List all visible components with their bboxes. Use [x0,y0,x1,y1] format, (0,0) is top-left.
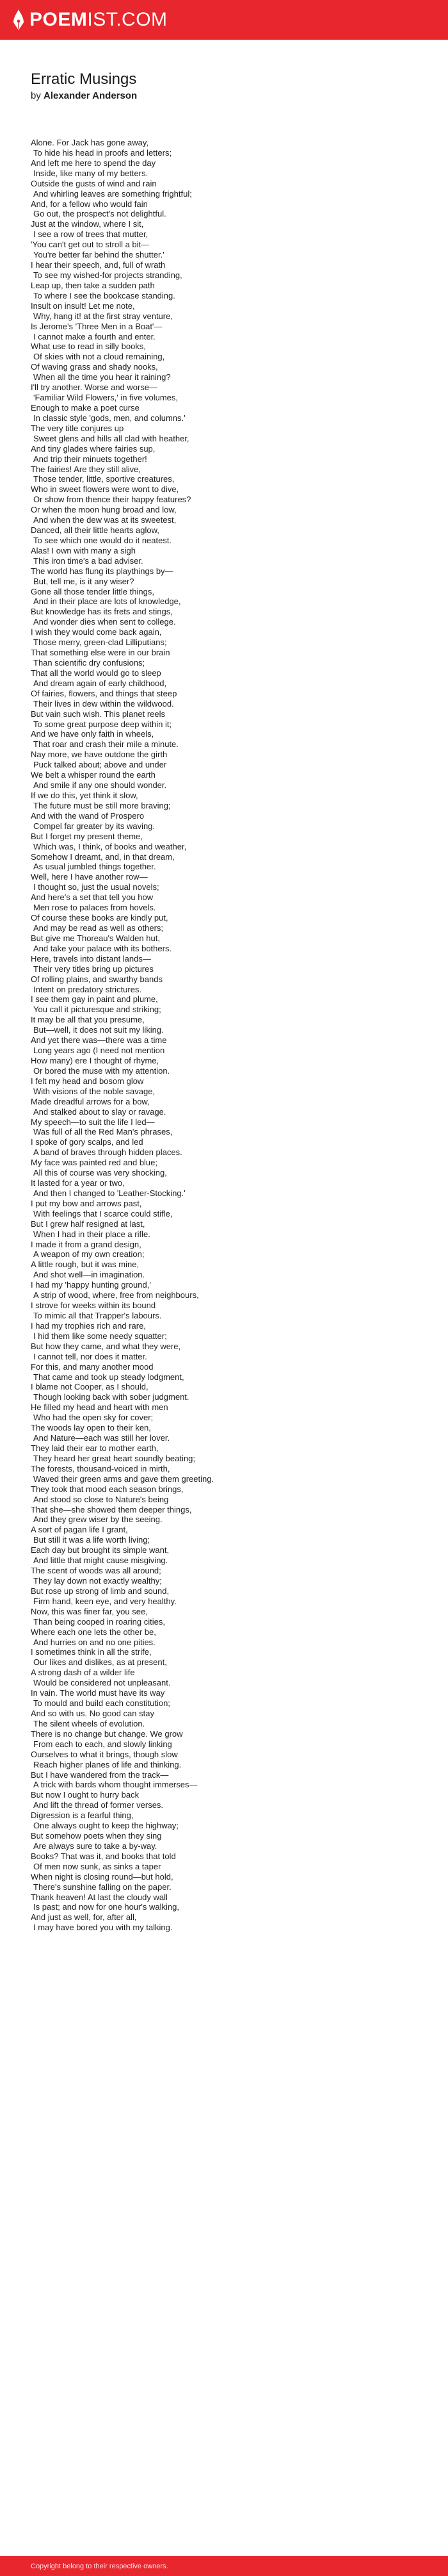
poem-line: But rose up strong of limb and sound, [31,1586,170,1596]
poem-line: But how they came, and what they were, [31,1341,181,1351]
author-link[interactable]: Alexander Anderson [44,90,138,101]
poem-line: Men rose to palaces from hovels. [33,903,156,913]
poem-line: They heard her great heart soundly beating; [33,1453,195,1463]
poem-line: A weapon of my own creation; [33,1249,145,1259]
poem-line: But—well, it does not suit my liking. [33,1025,164,1035]
poem-line: Leap up, then take a sudden path [31,280,155,290]
poem-line: I strove for weeks within its bound [31,1300,156,1311]
poem-line: Enough to make a poet curse [31,402,140,413]
wordmark-light: IST.COM [87,9,168,30]
poem-line: The woods lay open to their ken, [31,1423,151,1433]
poem-line: 'Familiar Wild Flowers,' in five volumes, [33,393,179,403]
poem-line: There's sunshine falling on the paper. [33,1882,172,1892]
poem-line: A strong dash of a wilder life [31,1668,135,1678]
poem-line: And may be read as well as others; [33,923,164,933]
poem-line: I hid them like some needy squatter; [33,1331,167,1341]
poem-line: It lasted for a year or two, [31,1178,125,1188]
poem-line: They laid their ear to mother earth, [31,1443,159,1453]
poem-line: That all the world would go to sleep [31,668,161,678]
poem-line: And then I changed to 'Leather-Stocking.' [33,1188,186,1198]
poem-line: With visions of the noble savage, [33,1086,156,1096]
poem-line: Those tender, little, sportive creatures, [33,474,175,484]
poem-line: We belt a whisper round the earth [31,770,156,780]
poem-line: I made it from a grand design, [31,1239,141,1249]
poem-line: But I grew half resigned at last, [31,1218,145,1229]
poem-line: Waved their green arms and gave them greeting. [33,1473,214,1484]
poem-line: Alone. For Jack has gone away, [31,138,149,147]
poem-title: Erratic Musings [31,70,137,88]
poem-line: Digression is a fearful thing, [31,1810,134,1821]
poem-line: I spoke of gory scalps, and led [31,1137,143,1147]
poem-line: All this of course was very shocking, [33,1168,167,1178]
poem-line: Their very titles bring up pictures [33,964,154,974]
poem-line: I sometimes think in all the strife, [31,1647,152,1657]
poem-line: Made dreadful arrows for a bow, [31,1096,150,1106]
poem-line: Thank heaven! At last the cloudy wall [31,1892,168,1902]
poem-line: Those merry, green-clad Lilliputians; [33,637,167,648]
poem-line: Long years ago (I need not mention [33,1046,165,1056]
poem-line: The very title conjures up [31,423,124,433]
poem-line: Though looking back with sober judgment. [33,1392,189,1402]
poem-line: Is Jerome's 'Three Men in a Boat'— [31,321,163,331]
poem-line: Who had the open sky for cover; [33,1413,154,1423]
poem-line: Of rolling plains, and swarthy bands [31,974,163,984]
poem-line: And wonder dies when sent to college. [33,617,176,627]
poem-line: There is no change but change. We grow [31,1728,183,1739]
poem-line: In classic style 'gods, men, and columns.' [33,413,186,423]
poem-line: Ourselves to what it brings, though slow [31,1749,178,1759]
poem-line: Intent on predatory strictures. [33,984,142,994]
poem-line: That came and took up steady lodgment, [33,1372,184,1382]
poem-line: I see a row of trees that mutter, [33,229,148,240]
poem-line: Of skies with not a cloud remaining, [33,352,165,362]
poem-line: Why, hang it! at the first stray venture, [33,311,173,321]
wordmark-bold: POEM [29,9,88,30]
poem-line: Compel far greater by its waving. [33,821,156,831]
poem-line: The fairies! Are they still alive, [31,464,141,474]
poem-line: Their lives in dew within the wildwood. [33,698,174,709]
poem-line: I cannot make a fourth and enter. [33,331,156,341]
poem-line: You call it picturesque and striking; [33,1005,161,1015]
poem-line: As usual jumbled things together. [33,862,156,872]
poem-line: And lift the thread of former verses. [33,1800,164,1810]
poem-line: I thought so, just the usual novels; [33,882,159,892]
copyright-notice: Copyright belong to their respective owners. [31,2563,168,2570]
poem-line: I had my 'happy hunting ground,' [31,1280,151,1290]
poem-line: The silent wheels of evolution. [33,1718,145,1728]
poem-line: I may have bored you with my talking. [33,1923,173,1933]
poem-line: I put my bow and arrows past, [31,1198,142,1208]
poem-line: Gone all those tender little things, [31,586,154,596]
poem-line: But I have wandered from the track— [31,1769,169,1780]
poem-line: To where I see the bookcase standing. [33,290,175,300]
poem-line: But knowledge has its frets and stings, [31,607,173,617]
poem-line: To hide his head in proofs and letters; [33,147,172,158]
site-header [0,0,448,40]
poem-line: Or show from thence their happy features? [33,495,191,505]
poem-line: Reach higher planes of life and thinking. [33,1759,182,1769]
poem-line: He filled my head and heart with men [31,1402,168,1413]
poem-line: And they grew wiser by the seeing. [33,1514,163,1525]
poem-line: Puck talked about; above and under [33,760,167,770]
poem-line: Insult on insult! Let me note, [31,300,135,311]
poem-line: You're better far behind the shutter.' [33,250,164,260]
poem-line: My face was painted red and blue; [31,1158,158,1168]
poem-line: How many) ere I thought of rhyme, [31,1055,159,1065]
poem-line: I had my trophies rich and rare, [31,1320,146,1331]
poem-line: Would be considered not unpleasant. [33,1678,171,1688]
poem-line: And in their place are lots of knowledge, [33,596,181,607]
poem-line: A strip of wood, where, free from neighbours, [33,1290,199,1300]
poem-line: They took that mood each season brings, [31,1484,184,1494]
poem-line: Of course these books are kindly put, [31,913,168,923]
poem-line: But now I ought to hurry back [31,1790,140,1800]
poem-line: And stood so close to Nature's being [33,1494,169,1504]
poem-line: A sort of pagan life I grant, [31,1525,128,1535]
poem-line: With feelings that I scarce could stifle, [33,1208,173,1218]
poem-line: If we do this, yet think it slow, [31,791,138,800]
poem-line: And whirling leaves are something frightful; [33,188,192,199]
poem-line: But vain such wish. This planet reels [31,709,166,719]
poem-line: Outside the gusts of wind and rain [31,178,157,188]
poem-line: I see them gay in paint and plume, [31,994,158,1005]
poem-line: What use to read in silly books, [31,341,146,352]
poem-line: Who in sweet flowers were wont to dive, [31,484,179,495]
poem-header [31,70,428,103]
poem-line: Of fairies, flowers, and things that steep [31,688,177,698]
poem-line: A trick with bards whom thought immerses— [33,1780,198,1790]
poem-line: The forests, thousand-voiced in mirth, [31,1463,170,1473]
poem-line: One always ought to keep the highway; [33,1821,179,1831]
poem-line: And shot well—in imagination. [33,1270,145,1280]
poem-line: Where each one lets the other be, [31,1627,156,1637]
poem-line: Is past; and now for one hour's walking, [33,1902,179,1912]
byline-prefix: by [31,90,44,101]
poem-line: I blame not Cooper, as I should, [31,1382,148,1392]
poem-line: And so with us. No good can stay [31,1708,154,1718]
poem-line: When I had in their place a rifle. [33,1229,150,1239]
poem-line: And dream again of early childhood, [33,678,167,688]
poem-line: To mimic all that Trapper's labours. [33,1311,162,1321]
poem-line: Just at the window, where I sit, [31,219,144,229]
poem-line: When all the time you hear it raining? [33,372,171,382]
poem-line: The world has flung its playthings by— [31,566,173,576]
poem-line: Each day but brought its simple want, [31,1545,170,1555]
poem-line: My speech—to suit the life I led— [31,1117,155,1127]
poem-line: And left me here to spend the day [31,158,156,168]
poem-line: Which was, I think, of books and weather, [33,841,187,851]
poem-line: And little that might cause misgiving. [33,1555,168,1566]
site-footer [0,2556,448,2576]
poem-line: The future must be still more braving; [33,800,171,810]
poem-line: And yet there was—there was a time [31,1035,167,1046]
poem-line: That something else were in our brain [31,648,170,658]
poem-line: I wish they would come back again, [31,627,162,637]
site-logo[interactable] [12,8,168,32]
poem-line: And when the dew was at its sweetest, [33,515,177,525]
poem-line: And, for a fellow who would fain [31,199,148,209]
poem-line: But somehow poets when they sing [31,1831,162,1841]
poem-line: And with the wand of Prospero [31,810,145,821]
poem-line: Sweet glens and hills all clad with heather, [33,433,189,443]
poem-line: Here, travels into distant lands— [31,953,151,964]
poem-line: Well, here I have another row— [31,872,148,882]
poem-line: But give me Thoreau's Walden hut, [31,933,160,943]
poem-line: This iron time's a bad adviser. [33,555,143,566]
poem-line: I felt my head and bosom glow [31,1076,144,1086]
poem-line: A band of braves through hidden places. [33,1147,182,1158]
poem-line: And stalked about to slay or ravage. [33,1106,166,1117]
poem-line: To mould and build each constitution; [33,1698,170,1709]
poem-line: Than being cooped in roaring cities, [33,1616,165,1627]
poem-line: To see my wished-for projects stranding, [33,270,182,280]
poem-line: From each to each, and slowly linking [33,1739,172,1749]
poem-line: Go out, the prospect's not delightful. [33,209,166,219]
poem-line: Now, this was finer far, you see, [31,1606,148,1616]
poem-line: That roar and crash their mile a minute. [33,739,179,750]
poem-line: Or bored the muse with my attention. [33,1065,170,1076]
poem-line: And smile if any one should wonder. [33,780,167,791]
poem-line: Alas! I own with many a sigh [31,545,136,555]
poem-line: Are always sure to take a by-way. [33,1841,157,1851]
poem-line: Firm hand, keen eye, and very healthy. [33,1596,177,1606]
poem-line: Than scientific dry confusions; [33,658,145,668]
poem-line: Of men now sunk, as sinks a taper [33,1861,161,1871]
poem-line: In vain. The world must have its way [31,1688,165,1698]
poem-line: And we have only faith in wheels, [31,729,154,739]
poem-line: And take your palace with its bothers. [33,943,172,953]
poem-line: And Nature—each was still her lover. [33,1433,170,1443]
poem-line: But still it was a life worth living; [33,1535,150,1545]
poem-line: When night is closing round—but hold, [31,1871,173,1882]
poem-line: I hear their speech, and, full of wrath [31,260,166,270]
poem-line: Of waving grass and shady nooks, [31,362,158,372]
pen-nib-icon [12,9,26,31]
poem-line: But I forget my present theme, [31,831,143,841]
poem-line: I cannot tell, nor does it matter. [33,1351,147,1361]
poem-line: 'You can't get out to stroll a bit— [31,240,150,250]
poem-line: That she—she showed them deeper things, [31,1504,192,1514]
poem-line: For this, and many another mood [31,1361,154,1372]
poem-line: Was full of all the Red Man's phrases, [33,1127,173,1137]
poem-line: A little rough, but it was mine, [31,1259,140,1270]
poem-line: To some great purpose deep within it; [33,719,172,729]
poem-line: And tiny glades where fairies sup, [31,443,156,454]
poem-line: Somehow I dreamt, and, in that dream, [31,851,175,862]
poem-line: Inside, like many of my betters. [33,168,148,178]
poem-body [31,138,428,1933]
poem-line: It may be all that you presume, [31,1015,145,1025]
poem-line: Nay more, we have outdone the girth [31,750,168,760]
poem-line: Danced, all their little hearts aglow, [31,525,159,536]
poem-line: And here's a set that tell you how [31,892,154,903]
poem-line: They lay down not exactly wealthy; [33,1575,162,1586]
poem-line: And hurries on and no one pities. [33,1637,156,1647]
poem-line: Or when the moon hung broad and low, [31,505,177,515]
poem-line: Books? That was it, and books that told [31,1851,176,1861]
poem-line: But, tell me, is it any wiser? [33,576,134,586]
site-wordmark [29,8,168,32]
poem-line: The scent of woods was all around; [31,1566,161,1576]
poem-line: I'll try another. Worse and worse— [31,382,158,393]
poem-line: Our likes and dislikes, as at present, [33,1657,167,1668]
byline [31,90,428,103]
poem-line: To see which one would do it neatest. [33,535,172,545]
poem-line: And trip their minuets together! [33,454,147,464]
poem-line: And just as well, for, after all, [31,1912,137,1923]
